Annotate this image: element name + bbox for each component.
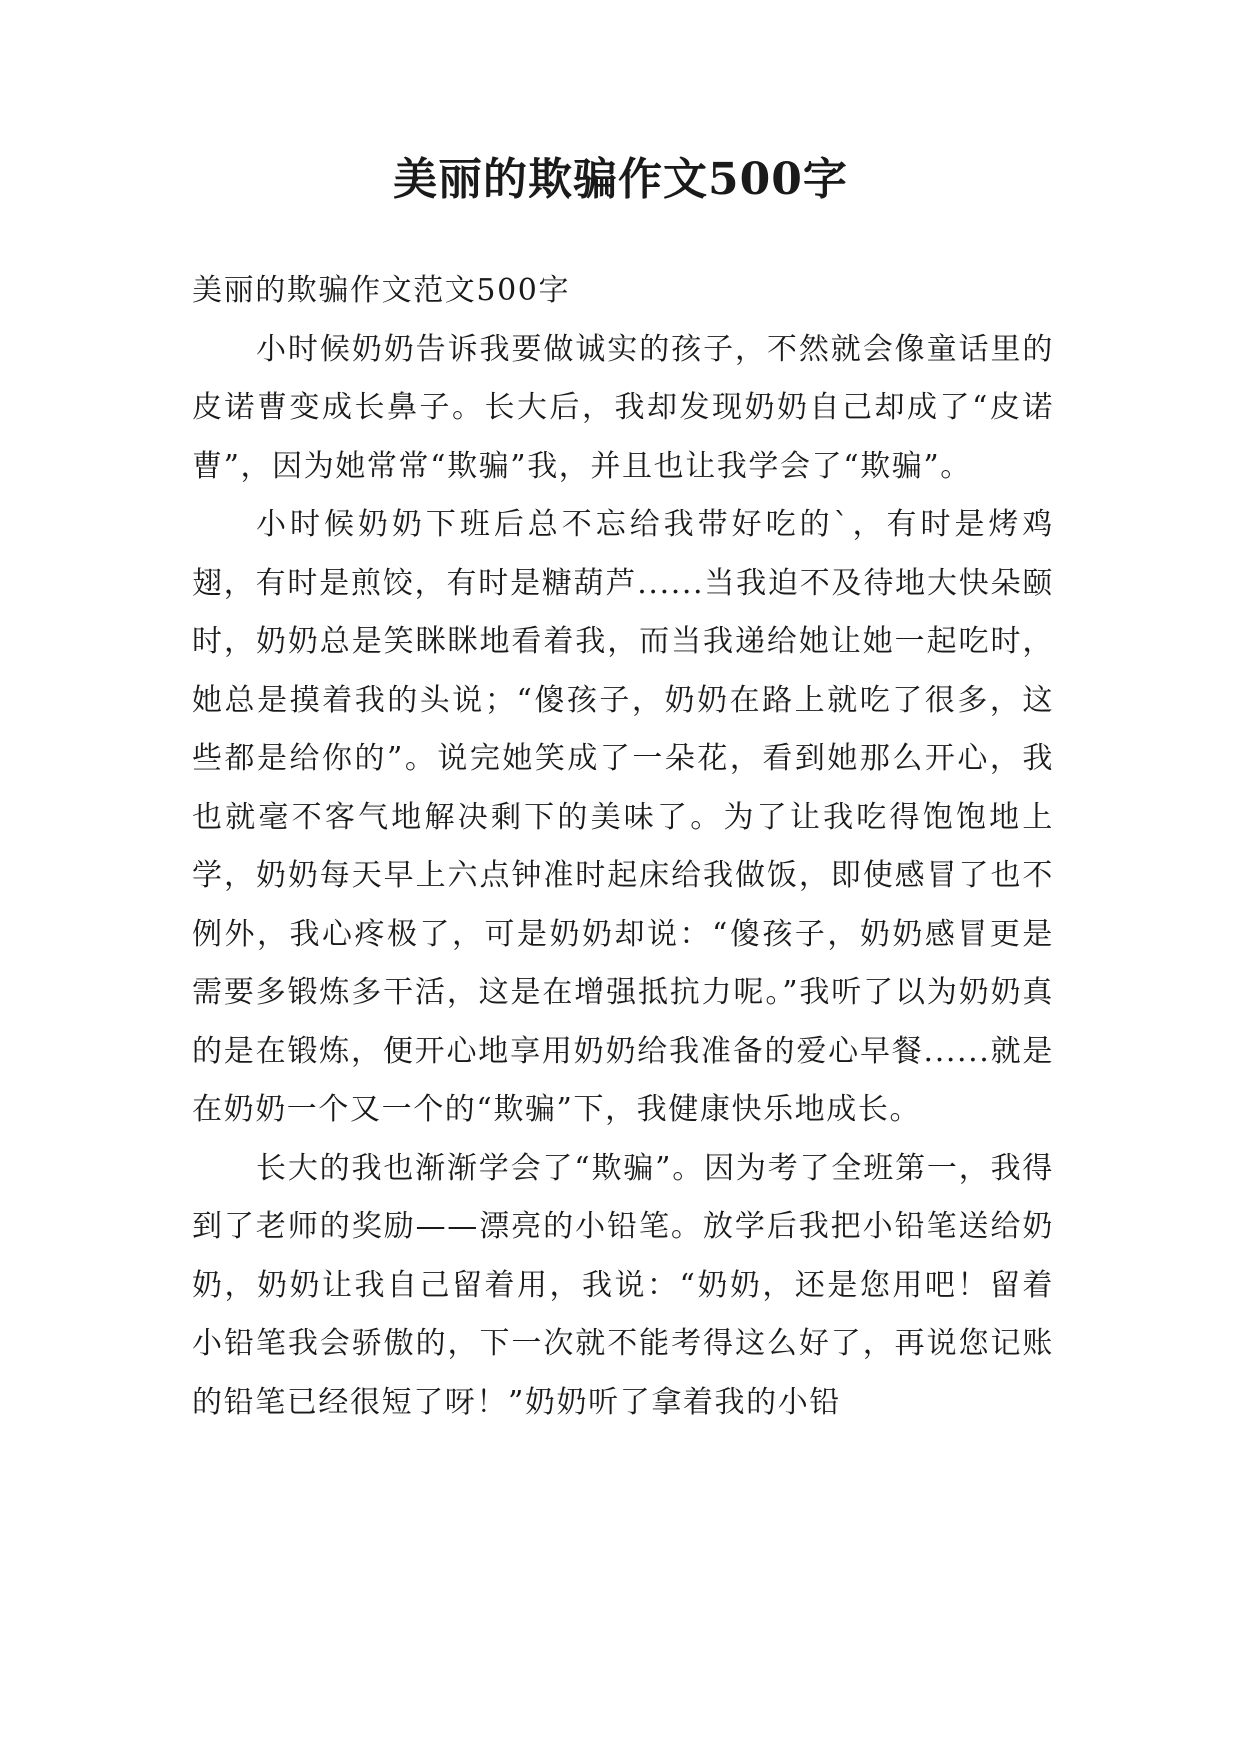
paragraph-2: 小时候奶奶下班后总不忘给我带好吃的`，有时是烤鸡翅，有时是煎饺，有时是糖葫芦......当我迫不及待地大快朵颐时，奶奶总是笑眯眯地看着我，而当我递给她让她一起吃时，她总是摸着我的头说；“傻孩子，奶奶在路上就吃了很多，这些都是给你的”。说完她笑成了一朵花，看到她那么开心，我也就毫不客气地解决剩下的美味了。为了让我吃得饱饱地上学，奶奶每天早上六点钟准时起床给我做饭，即使感冒了也不例外，我心疼极了，可是奶奶却说：“傻孩子，奶奶感冒更是需要多锻炼多干活，这是在增强抵抗力呢。”我听了以为奶奶真的是在锻炼，便开心地享用奶奶给我准备的爱心早餐......就是在奶奶一个又一个的“欺骗”下，我健康快乐地成长。	[192, 507, 1054, 1127]
document-subtitle: 美丽的欺骗作文范文500字	[192, 273, 571, 308]
paragraph-1: 小时候奶奶告诉我要做诚实的孩子，不然就会像童话里的皮诺曹变成长鼻子。长大后，我却发现奶奶自己却成了“皮诺曹”，因为她常常“欺骗”我，并且也让我学会了“欺骗”。	[192, 331, 1054, 484]
document-title: 美丽的欺骗作文500字	[393, 154, 848, 205]
paragraph-3: 长大的我也渐渐学会了“欺骗”。因为考了全班第一，我得到了老师的奖励——漂亮的小铅笔。放学后我把小铅笔送给奶奶，奶奶让我自己留着用，我说：“奶奶，还是您用吧！留着小铅笔我会骄傲的，下一次就不能考得这么好了，再说您记账的铅笔已经很短了呀！”奶奶听了拿着我的小铅	[192, 1150, 1054, 1420]
document-body	[192, 262, 1054, 1432]
